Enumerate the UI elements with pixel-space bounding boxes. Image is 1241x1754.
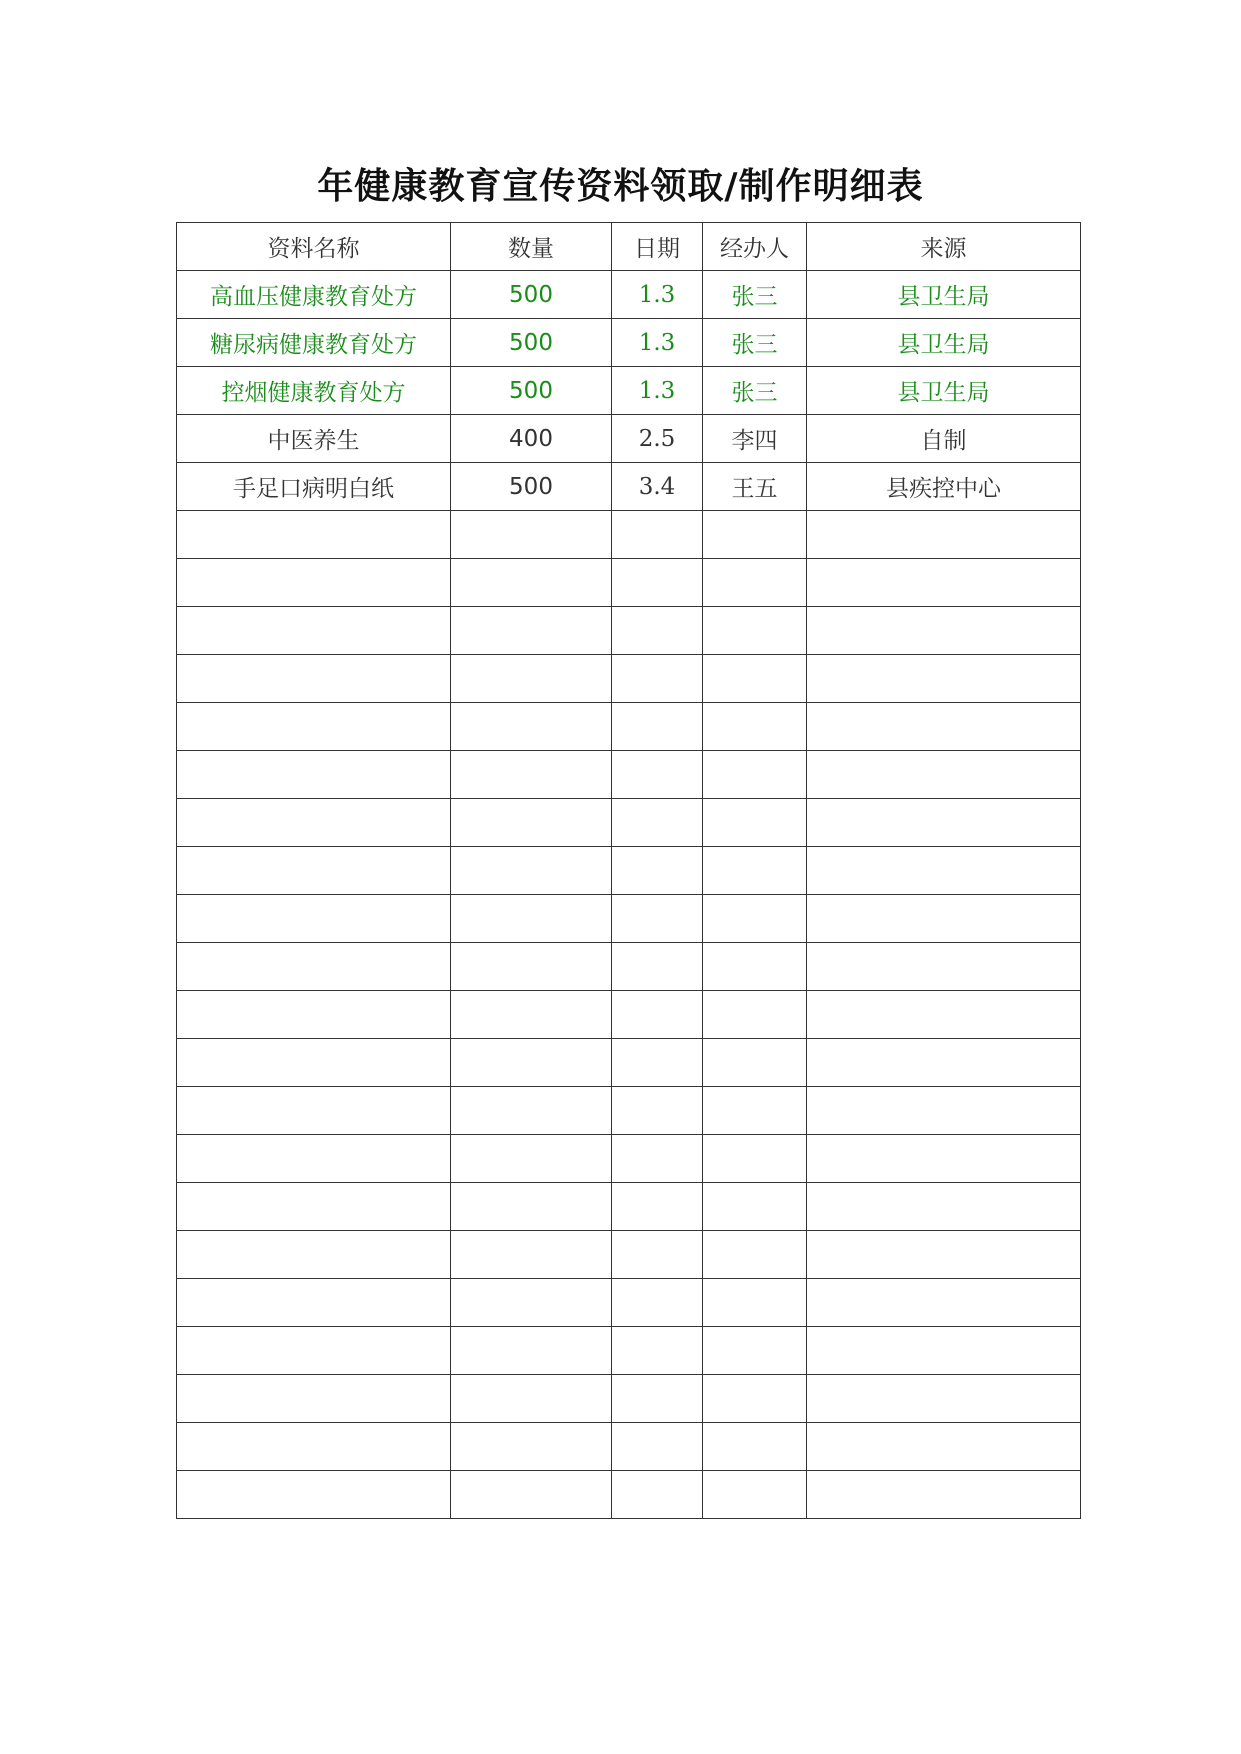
empty-cell	[177, 655, 451, 703]
empty-cell	[612, 1087, 703, 1135]
empty-cell	[612, 703, 703, 751]
empty-cell	[703, 1279, 807, 1327]
empty-table-row	[177, 511, 1081, 559]
empty-cell	[703, 655, 807, 703]
empty-cell	[451, 991, 612, 1039]
empty-cell	[807, 1423, 1081, 1471]
empty-cell	[451, 1039, 612, 1087]
empty-cell	[807, 1183, 1081, 1231]
cell-handler: 张三	[703, 367, 807, 415]
empty-table-row	[177, 607, 1081, 655]
empty-table-row	[177, 1327, 1081, 1375]
empty-cell	[177, 703, 451, 751]
empty-cell	[703, 991, 807, 1039]
cell-material-name: 高血压健康教育处方	[177, 271, 451, 319]
empty-cell	[807, 655, 1081, 703]
empty-table-row	[177, 847, 1081, 895]
cell-source: 县疾控中心	[807, 463, 1081, 511]
empty-cell	[451, 847, 612, 895]
empty-cell	[177, 1423, 451, 1471]
cell-date: 1.3	[612, 319, 703, 367]
empty-cell	[177, 847, 451, 895]
empty-cell	[612, 751, 703, 799]
empty-table-row	[177, 1279, 1081, 1327]
empty-table-row	[177, 1183, 1081, 1231]
empty-cell	[451, 943, 612, 991]
empty-cell	[703, 703, 807, 751]
empty-cell	[612, 1423, 703, 1471]
empty-cell	[703, 1135, 807, 1183]
empty-cell	[612, 1471, 703, 1519]
empty-cell	[703, 559, 807, 607]
empty-cell	[451, 1087, 612, 1135]
header-source: 来源	[807, 223, 1081, 271]
empty-cell	[703, 1183, 807, 1231]
header-handler: 经办人	[703, 223, 807, 271]
empty-cell	[807, 1087, 1081, 1135]
cell-date: 2.5	[612, 415, 703, 463]
empty-cell	[451, 511, 612, 559]
cell-quantity: 500	[451, 271, 612, 319]
empty-cell	[807, 1471, 1081, 1519]
empty-cell	[177, 895, 451, 943]
header-date: 日期	[612, 223, 703, 271]
cell-material-name: 糖尿病健康教育处方	[177, 319, 451, 367]
empty-table-row	[177, 991, 1081, 1039]
empty-table-row	[177, 1039, 1081, 1087]
cell-date: 1.3	[612, 271, 703, 319]
empty-cell	[451, 1327, 612, 1375]
empty-cell	[177, 1183, 451, 1231]
empty-cell	[451, 607, 612, 655]
empty-cell	[703, 799, 807, 847]
empty-cell	[177, 559, 451, 607]
empty-cell	[703, 607, 807, 655]
cell-quantity: 500	[451, 319, 612, 367]
empty-table-row	[177, 799, 1081, 847]
table-body	[177, 271, 1081, 1519]
cell-handler: 李四	[703, 415, 807, 463]
header-quantity: 数量	[451, 223, 612, 271]
empty-cell	[807, 559, 1081, 607]
empty-cell	[612, 1231, 703, 1279]
empty-cell	[703, 1423, 807, 1471]
empty-cell	[807, 607, 1081, 655]
empty-cell	[703, 847, 807, 895]
empty-cell	[612, 1183, 703, 1231]
table-row	[177, 367, 1081, 415]
empty-cell	[807, 991, 1081, 1039]
cell-material-name: 手足口病明白纸	[177, 463, 451, 511]
empty-cell	[177, 511, 451, 559]
empty-table-row	[177, 1423, 1081, 1471]
page-title: 年健康教育宣传资料领取/制作明细表	[317, 166, 924, 207]
empty-cell	[807, 847, 1081, 895]
empty-cell	[451, 751, 612, 799]
empty-cell	[703, 943, 807, 991]
cell-material-name: 中医养生	[177, 415, 451, 463]
cell-date: 3.4	[612, 463, 703, 511]
empty-cell	[177, 1375, 451, 1423]
empty-cell	[807, 895, 1081, 943]
empty-cell	[612, 1135, 703, 1183]
empty-cell	[451, 655, 612, 703]
empty-table-row	[177, 751, 1081, 799]
empty-cell	[703, 511, 807, 559]
empty-table-row	[177, 1231, 1081, 1279]
empty-cell	[807, 943, 1081, 991]
empty-table-row	[177, 1087, 1081, 1135]
empty-cell	[612, 655, 703, 703]
empty-cell	[612, 1327, 703, 1375]
empty-cell	[451, 559, 612, 607]
materials-table	[176, 222, 1081, 1519]
cell-source: 县卫生局	[807, 367, 1081, 415]
cell-date: 1.3	[612, 367, 703, 415]
cell-handler: 张三	[703, 319, 807, 367]
empty-table-row	[177, 1471, 1081, 1519]
cell-handler: 张三	[703, 271, 807, 319]
table-row	[177, 319, 1081, 367]
empty-cell	[177, 1135, 451, 1183]
empty-cell	[612, 1375, 703, 1423]
empty-table-row	[177, 1375, 1081, 1423]
cell-quantity: 500	[451, 463, 612, 511]
cell-source: 自制	[807, 415, 1081, 463]
empty-table-row	[177, 655, 1081, 703]
empty-cell	[451, 1183, 612, 1231]
empty-cell	[177, 1039, 451, 1087]
empty-cell	[177, 799, 451, 847]
empty-cell	[177, 751, 451, 799]
empty-table-row	[177, 703, 1081, 751]
empty-cell	[612, 895, 703, 943]
empty-cell	[807, 1327, 1081, 1375]
cell-material-name: 控烟健康教育处方	[177, 367, 451, 415]
empty-cell	[177, 607, 451, 655]
empty-cell	[612, 1279, 703, 1327]
cell-quantity: 500	[451, 367, 612, 415]
empty-cell	[177, 1327, 451, 1375]
empty-cell	[451, 1279, 612, 1327]
empty-cell	[612, 847, 703, 895]
empty-cell	[612, 607, 703, 655]
empty-cell	[451, 703, 612, 751]
cell-handler: 王五	[703, 463, 807, 511]
empty-cell	[612, 1039, 703, 1087]
empty-cell	[807, 1279, 1081, 1327]
empty-cell	[703, 1039, 807, 1087]
table-row	[177, 415, 1081, 463]
empty-table-row	[177, 895, 1081, 943]
empty-table-row	[177, 1135, 1081, 1183]
empty-cell	[177, 1231, 451, 1279]
empty-cell	[177, 1279, 451, 1327]
empty-cell	[703, 1231, 807, 1279]
empty-cell	[177, 943, 451, 991]
empty-cell	[807, 1039, 1081, 1087]
table-row	[177, 463, 1081, 511]
empty-cell	[703, 751, 807, 799]
empty-cell	[807, 511, 1081, 559]
cell-source: 县卫生局	[807, 319, 1081, 367]
header-material-name: 资料名称	[177, 223, 451, 271]
empty-cell	[451, 1231, 612, 1279]
empty-cell	[807, 1375, 1081, 1423]
empty-cell	[807, 799, 1081, 847]
empty-cell	[612, 799, 703, 847]
empty-table-row	[177, 559, 1081, 607]
empty-cell	[612, 511, 703, 559]
empty-cell	[807, 1135, 1081, 1183]
empty-cell	[703, 895, 807, 943]
cell-source: 县卫生局	[807, 271, 1081, 319]
empty-table-row	[177, 943, 1081, 991]
empty-cell	[177, 991, 451, 1039]
table-row	[177, 271, 1081, 319]
empty-cell	[703, 1327, 807, 1375]
empty-cell	[612, 943, 703, 991]
empty-cell	[451, 799, 612, 847]
empty-cell	[451, 1135, 612, 1183]
empty-cell	[451, 895, 612, 943]
empty-cell	[612, 991, 703, 1039]
empty-cell	[177, 1087, 451, 1135]
empty-cell	[807, 1231, 1081, 1279]
empty-cell	[612, 559, 703, 607]
cell-quantity: 400	[451, 415, 612, 463]
table-header-row	[177, 223, 1081, 271]
empty-cell	[451, 1423, 612, 1471]
empty-cell	[451, 1471, 612, 1519]
empty-cell	[703, 1471, 807, 1519]
empty-cell	[177, 1471, 451, 1519]
empty-cell	[807, 703, 1081, 751]
empty-cell	[807, 751, 1081, 799]
empty-cell	[703, 1087, 807, 1135]
empty-cell	[451, 1375, 612, 1423]
empty-cell	[703, 1375, 807, 1423]
